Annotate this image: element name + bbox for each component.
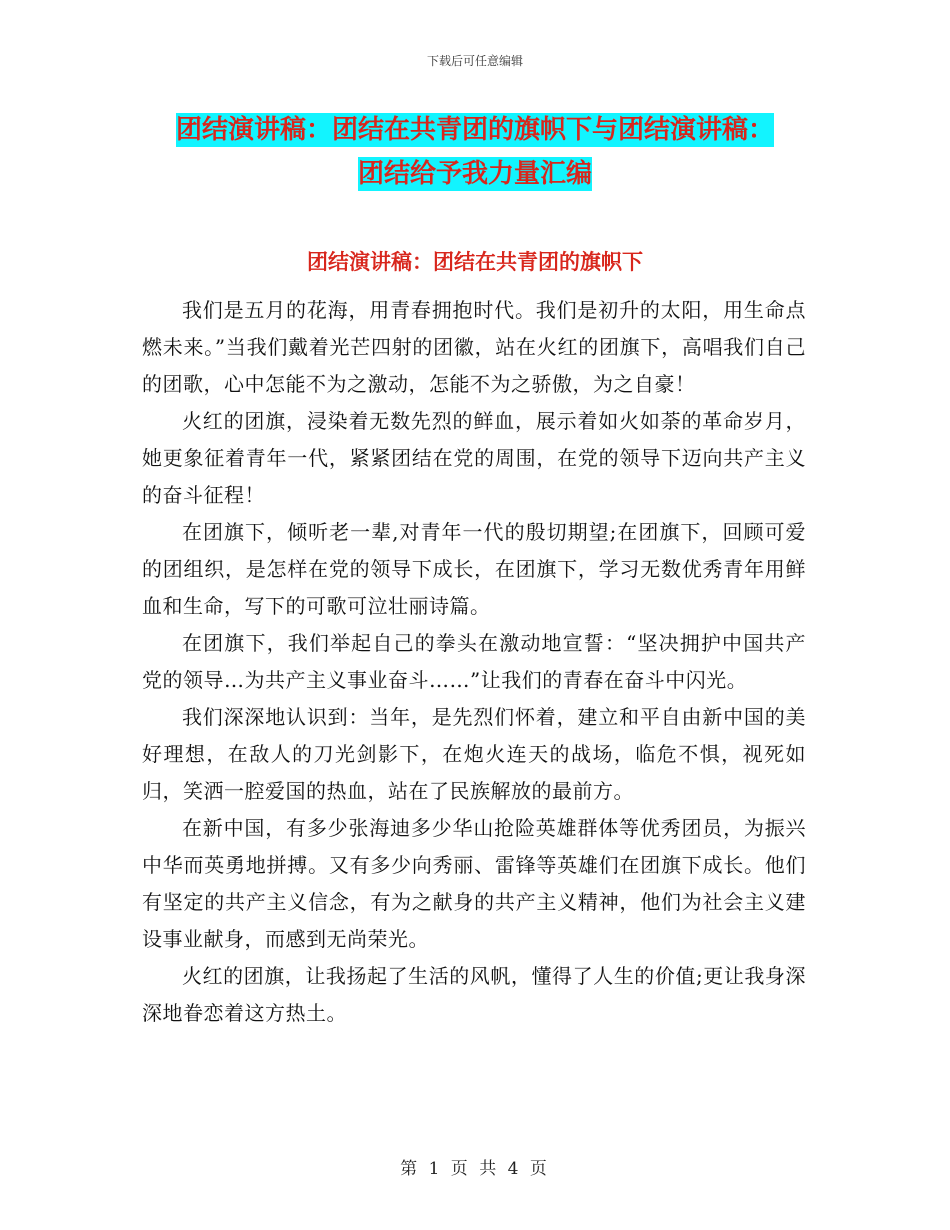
page-number-footer: 第 1 页 共 4 页 <box>400 1159 550 1179</box>
paragraph: 在团旗下，倾听老一辈,对青年一代的殷切期望;在团旗下，回顾可爱的团组织，是怎样在党的领导下成长，在团旗下，学习无数优秀青年用鲜血和生命，写下的可歌可泣壮丽诗篇。 <box>142 520 806 618</box>
paragraph: 我们是五月的花海，用青春拥抱时代。我们是初升的太阳，用生命点燃未来。”当我们戴着光芒四射的团徽，站在火红的团旗下，高唱我们自己的团歌，心中怎能不为之激动，怎能不为之骄傲，为之自豪！ <box>142 298 806 396</box>
section-title: 团结演讲稿：团结在共青团的旗帜下 <box>307 250 643 274</box>
document-title-line-2: 团结给予我力量汇编 <box>357 159 592 189</box>
paragraph: 我们深深地认识到：当年，是先烈们怀着，建立和平自由新中国的美好理想，在敌人的刀光剑影下，在炮火连天的战场，临危不惧，视死如归，笑洒一腔爱国的热血，站在了民族解放的最前方。 <box>142 705 806 803</box>
page-header-note: 下载后可任意编辑 <box>426 54 523 68</box>
paragraph: 在新中国，有多少张海迪多少华山抢险英雄群体等优秀团员，为振兴中华而英勇地拼搏。又有多少向秀丽、雷锋等英雄们在团旗下成长。他们有坚定的共产主义信念，有为之献身的共产主义精神，他们为社会主义建设事业献身，而感到无尚荣光。 <box>142 816 806 951</box>
paragraph: 火红的团旗，让我扬起了生活的风帆，懂得了人生的价值;更让我身深深地眷恋着这方热土。 <box>142 964 806 1025</box>
document-title <box>150 108 800 196</box>
document-body <box>142 292 806 1032</box>
paragraph: 在团旗下，我们举起自己的拳头在激动地宣誓：“坚决拥护中国共产党的领导…为共产主义事业奋斗……”让我们的青春在奋斗中闪光。 <box>142 631 806 692</box>
document-title-line-1: 团结演讲稿：团结在共青团的旗帜下与团结演讲稿： <box>175 115 774 145</box>
paragraph: 火红的团旗，浸染着无数先烈的鲜血，展示着如火如荼的革命岁月，她更象征着青年一代，紧紧团结在党的周围，在党的领导下迈向共产主义的奋斗征程！ <box>142 409 806 507</box>
